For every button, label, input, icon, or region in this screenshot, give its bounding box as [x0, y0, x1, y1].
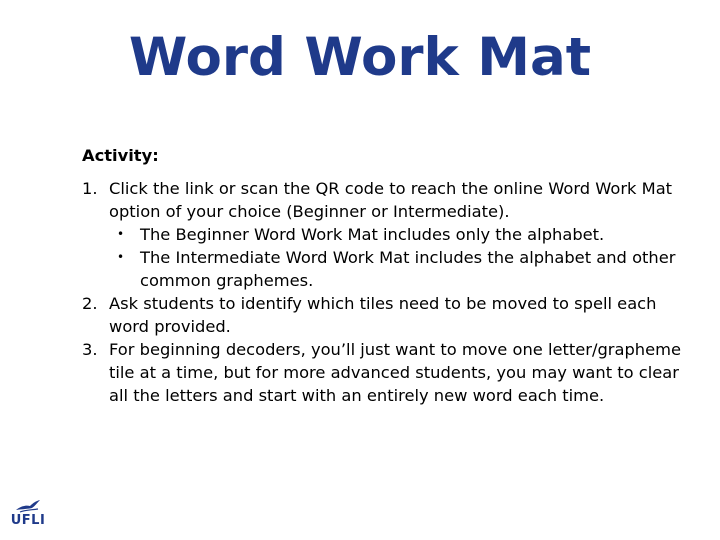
bullet-item [109, 246, 682, 292]
bullet-icon: • [117, 250, 125, 264]
step-1-bullets [109, 223, 682, 292]
step-item-2 [82, 292, 682, 338]
step-item-3 [82, 338, 682, 407]
step-item-1 [82, 177, 682, 292]
page-title: Word Work Mat [128, 27, 592, 88]
step-text: Click the link or scan the QR code to reach the online Word Work Mat option of your choice (Beginner or Intermediate). [109, 179, 673, 221]
step-text: For beginning decoders, you’ll just want to move one letter/grapheme tile at a time, but for more advanced students, you may want to clear all the letters and start with an entirely new word each time. [109, 340, 682, 405]
bird-logo-icon [14, 497, 42, 513]
bullet-icon: • [117, 227, 125, 241]
bullet-text: The Intermediate Word Work Mat includes the alphabet and other common graphemes. [140, 248, 676, 290]
ufli-logo [6, 497, 50, 533]
step-number: 1. [82, 179, 98, 198]
step-text: Ask students to identify which tiles need to be moved to spell each word provided. [109, 294, 657, 336]
activity-section [82, 144, 682, 407]
bullet-item [109, 223, 682, 246]
steps-list [82, 177, 682, 407]
step-number: 3. [82, 340, 98, 359]
step-number: 2. [82, 294, 98, 313]
activity-label: Activity: [82, 146, 159, 165]
bullet-text: The Beginner Word Work Mat includes only the alphabet. [140, 225, 605, 244]
logo-text: UFLI [10, 513, 46, 528]
